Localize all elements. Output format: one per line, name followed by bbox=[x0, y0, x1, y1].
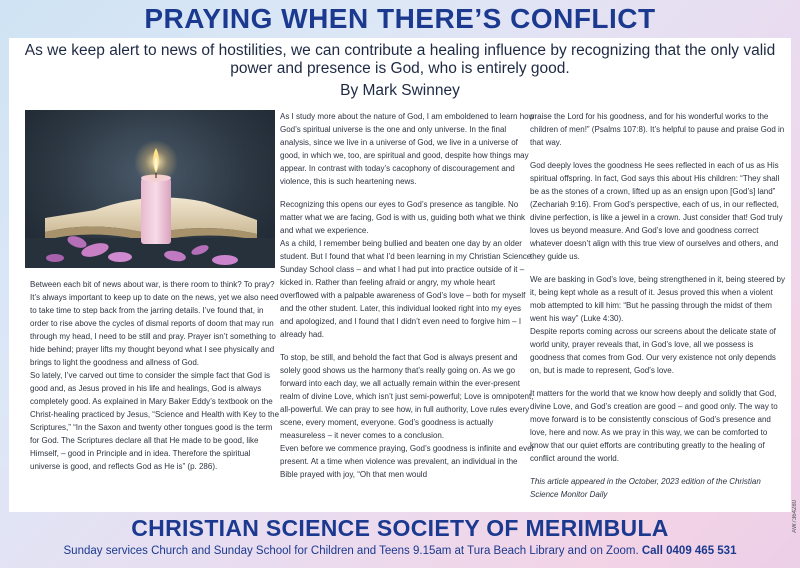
paragraph: We are basking in God’s love, being strengthened in it, being steered by it, being kept whole as a result of it. Jesus proved this when a violent mob attempted to kill him: “But he passing through the midst of them went his way” (Luke 4:30). bbox=[530, 275, 785, 323]
article-column-1 bbox=[30, 278, 280, 483]
article-author: By Mark Swinney bbox=[340, 82, 460, 99]
paragraph: To stop, be still, and behold the fact that God is always present and solely good shows us the harmony that’s really going on. As we go forward into each day, we all actually remain within the ever-present realm of divine Love, which isn’t just semi-powerful; Love is omnipotent, all-powerful. We can pray to see how, in full authority, Love rules every scene, every moment, everyone. God’s goodness is actually measureless – it never comes to a conclusion. bbox=[280, 353, 534, 440]
paragraph: Between each bit of news about war, is there room to think? To pray? It’s always important to keep up to date on the news, yet we also need to take time to step back from the jarring details. I’ve found that, in order to rise above the cycles of dismal reports of doom that may run through my head, I need to be still and pray. Prayer isn’t something to hide behind; prayer lifts my thought beyond what I see physically and brings to light the goodness and allness of God. bbox=[30, 280, 279, 367]
candle-and-book-photo bbox=[25, 110, 275, 268]
paragraph: God deeply loves the goodness He sees reflected in each of us as His spiritual offspring. In fact, God says this about His children: “They shall be as the stones of a crown, lifted up as an ensign upon [God’s] land” (Zechariah 9:16). From God’s perspective, each of us, in our reflected, divine perfection, is like a jewel in a crown. Just consider that! God truly loves us beyond measure. And God’s love and goodness correct whatever doesn’t align with this true view of ourselves and others, and they guide us. bbox=[530, 161, 783, 261]
paragraph: praise the Lord for his goodness, and for his wonderful works to the children of men!” (Psalms 107:8). It’s helpful to pause and praise God in that way. bbox=[530, 112, 785, 147]
paragraph: So lately, I’ve carved out time to consider the simple fact that God is good and, as Jesus proved in his life and healings, God is always completely good. As explained in Mary Baker Eddy’s textbook on the Christ-healing practiced by Jesus, “Science and Health with Key to the Scriptures,” “In the Saxon and twenty other tongues good is the term for God. The Scriptures declare all that He made to be good, like Himself, – good in Principle and in idea. Therefore the spiritual universe is good, and reflects God as He is” (p. 286). bbox=[30, 371, 280, 471]
paragraph: As I study more about the nature of God, I am emboldened to learn how God’s spiritual universe is the one and only universe. In the final analysis, since we live in a universe of God, we live in a universe of good, in which we, too, are spiritual and good, despite how things may appear. In contrast with today’s cacophony of discouragement and violence, this is such heartening news. bbox=[280, 112, 535, 186]
services-info bbox=[0, 543, 800, 559]
phone-number: Call 0409 465 531 bbox=[641, 545, 737, 557]
source-note: This article appeared in the October, 2023 edition of the Christian Science Monitor Daily bbox=[530, 477, 761, 499]
paragraph: Recognizing this opens our eyes to God’s presence as tangible. No matter what we are facing, God is with us, guiding both what we think and what we experience. bbox=[280, 200, 526, 235]
article-panel bbox=[9, 38, 791, 512]
article-subtitle: As we keep alert to news of hostilities, we can contribute a healing influence by recognizing that the only valid power and presence is God, who is entirely good. bbox=[24, 42, 776, 77]
paragraph: Despite reports coming across our screens about the delicate state of world unity, prayer reveals that, in God’s love, all we possess is goodness that comes from God. Our very existence not only depends on, but is made to represent, God’s love. bbox=[530, 327, 776, 375]
page-title: PRAYING WHEN THERE’S CONFLICT bbox=[144, 3, 656, 34]
services-text: Sunday services Church and Sunday School for Children and Teens 9.15am at Tura Beach Library and on Zoom. bbox=[63, 545, 639, 557]
candle-icon bbox=[25, 110, 275, 268]
society-name: CHRISTIAN SCIENCE SOCIETY OF MERIMBULA bbox=[131, 515, 669, 541]
paragraph: As a child, I remember being bullied and beaten one day by an older student. But I found that what I’d been learning in my Christian Science Sunday School class – and what I had put into practice outside of it – kicked in. Rather than feeling afraid or angry, my whole heart overflowed with a palpable awareness of God’s love – both for myself and the other student. Later, this individual looked right into my eyes and apologized, and I found that I didn’t even need to forgive him – I already had. bbox=[280, 239, 532, 339]
paragraph: It matters for the world that we know how deeply and solidly that God, divine Love, and God’s creation are good – and good only. The way to move forward is to be consistently conscious of God’s presence and love, here and now. As we pray in this way, we can be comforted to know that our quiet efforts are contributing greatly to the healing of conflict around the world. bbox=[530, 389, 778, 463]
article-column-3 bbox=[530, 110, 785, 511]
article-column-2 bbox=[280, 110, 535, 491]
ad-code: AW7364280 bbox=[792, 500, 798, 533]
paragraph: Even before we commence praying, God’s goodness is infinite and ever present. At a time when violence was prevalent, an individual in the Bible prayed with joy, “Oh that men would bbox=[280, 444, 535, 479]
